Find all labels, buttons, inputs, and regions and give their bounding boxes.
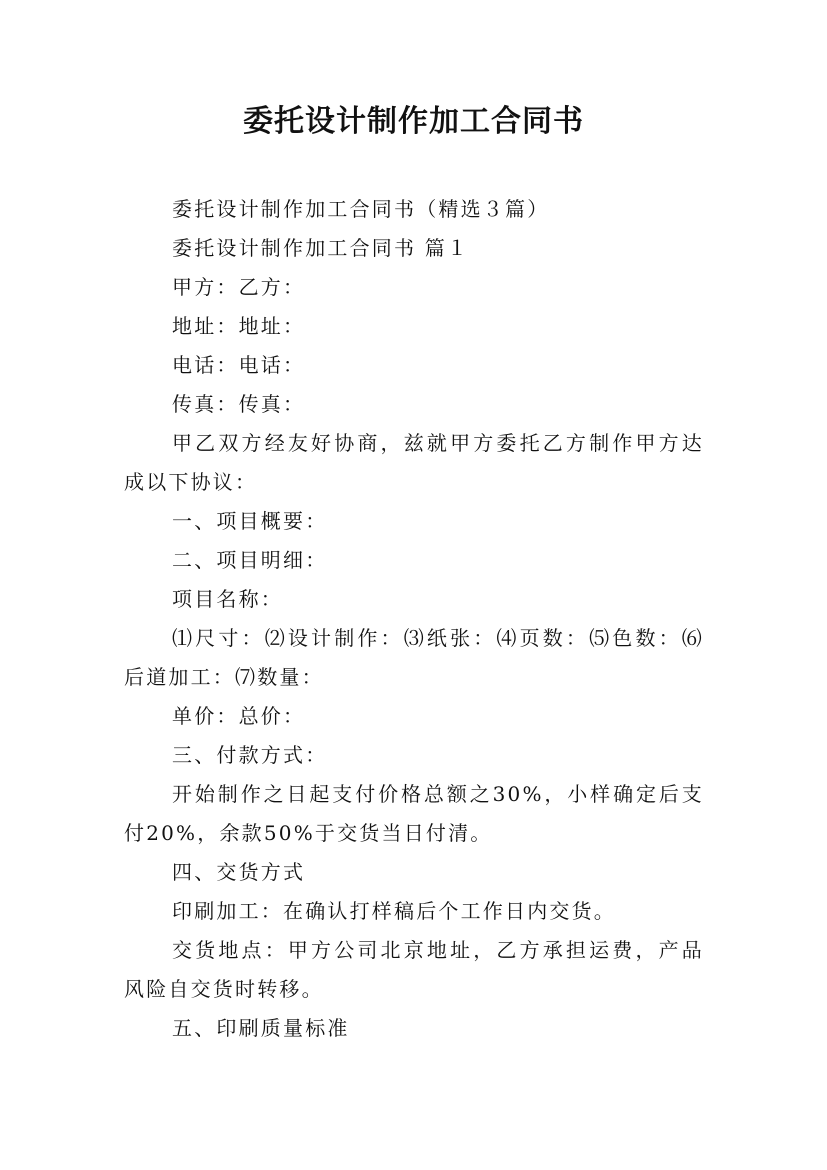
paragraph-parties: 甲方：乙方： xyxy=(172,275,306,299)
paragraph-address: 地址：地址： xyxy=(172,314,306,338)
paragraph-project-name: 项目名称： xyxy=(172,587,283,611)
paragraph-payment-terms: 开始制作之日起支付价格总额之30%，小样确定后支付20%，余款50%于交货当日付清。 xyxy=(124,782,704,845)
paragraph-section-five: 五、印刷质量标准 xyxy=(172,1016,350,1040)
document-title: 委托设计制作加工合同书 xyxy=(243,104,584,139)
paragraph-fax: 传真：传真： xyxy=(172,392,306,416)
paragraph-section-four: 四、交货方式 xyxy=(172,860,306,884)
paragraph-chapter-heading: 委托设计制作加工合同书 篇１ xyxy=(172,236,470,260)
paragraph-delivery-location: 交货地点：甲方公司北京地址，乙方承担运费，产品风险自交货时转移。 xyxy=(124,938,704,1001)
paragraph-agreement-intro: 甲乙双方经友好协商，兹就甲方委托乙方制作甲方达成以下协议： xyxy=(124,431,704,494)
paragraph-project-specs: ⑴尺寸：⑵设计制作：⑶纸张：⑷页数：⑸色数：⑹后道加工：⑺数量： xyxy=(124,626,704,689)
paragraph-print-delivery: 印刷加工：在确认打样稿后个工作日内交货。 xyxy=(172,899,616,923)
paragraph-price: 单价：总价： xyxy=(172,704,306,728)
paragraph-section-two: 二、项目明细： xyxy=(172,548,328,572)
document-body xyxy=(124,190,704,1048)
paragraph-section-three: 三、付款方式： xyxy=(172,743,328,767)
paragraph-phone: 电话：电话： xyxy=(172,353,306,377)
paragraph-selection-title: 委托设计制作加工合同书（精选３篇） xyxy=(172,197,550,221)
paragraph-section-one: 一、项目概要： xyxy=(172,509,328,533)
